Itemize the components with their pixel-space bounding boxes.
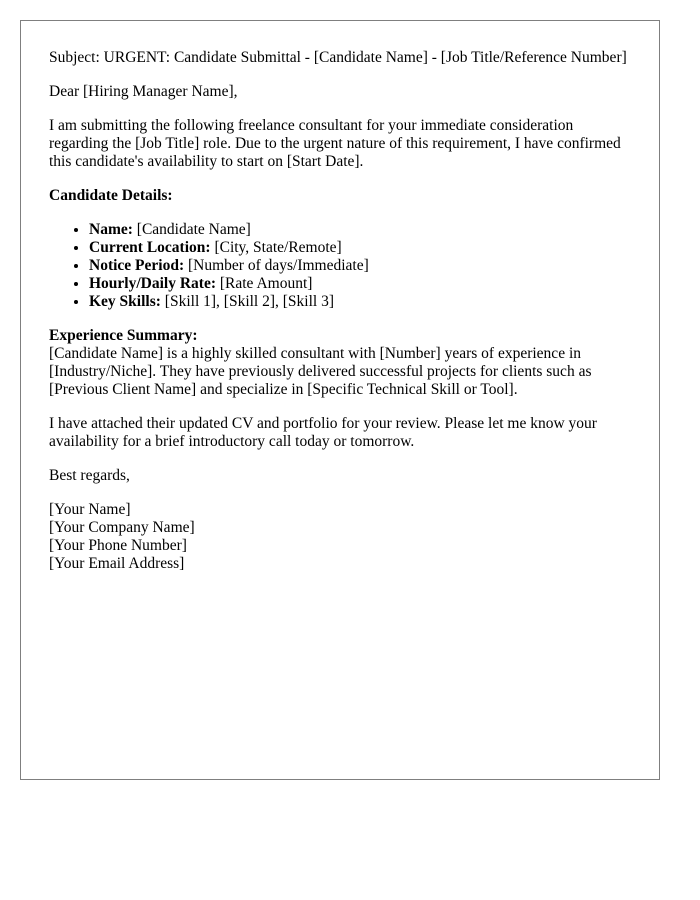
- candidate-details-list: [49, 221, 631, 311]
- detail-label: Key Skills:: [89, 293, 161, 310]
- signature-phone: [Your Phone Number]: [49, 537, 187, 554]
- closing-paragraph: I have attached their updated CV and portfolio for your review. Please let me know your availability for a brief introductory call today or tomorrow.: [49, 415, 597, 450]
- detail-value: [Candidate Name]: [132, 221, 251, 238]
- detail-item-notice-period: [89, 257, 631, 275]
- experience-summary-text: [Candidate Name] is a highly skilled consultant with [Number] years of experience in [Industry/Niche]. They have previously delivered successful projects for clients such as [Previous Client Name] and specialize in [Specific Technical Skill or Tool].: [49, 345, 592, 398]
- detail-value: [Skill 1], [Skill 2], [Skill 3]: [160, 293, 335, 310]
- email-subject: Subject: URGENT: Candidate Submittal - [Candidate Name] - [Job Title/Reference Number]: [49, 49, 627, 66]
- experience-summary-heading: Experience Summary:: [49, 327, 198, 344]
- detail-label: Name:: [89, 221, 133, 238]
- experience-summary: [49, 327, 631, 399]
- detail-item-skills: [89, 293, 631, 311]
- detail-value: [Number of days/Immediate]: [184, 257, 369, 274]
- sign-off: Best regards,: [49, 467, 130, 484]
- signature-email: [Your Email Address]: [49, 555, 185, 572]
- detail-label: Hourly/Daily Rate:: [89, 275, 216, 292]
- letter-document: [20, 20, 660, 780]
- intro-paragraph: I am submitting the following freelance consultant for your immediate consideration regarding the [Job Title] role. Due to the urgent nature of this requirement, I have confirmed this candidate's availability to start on [Start Date].: [49, 117, 621, 170]
- signature-company: [Your Company Name]: [49, 519, 195, 536]
- detail-item-location: [89, 239, 631, 257]
- detail-label: Notice Period:: [89, 257, 185, 274]
- detail-label: Current Location:: [89, 239, 211, 256]
- detail-value: [Rate Amount]: [216, 275, 313, 292]
- detail-item-rate: [89, 275, 631, 293]
- signature-name: [Your Name]: [49, 501, 131, 518]
- candidate-details-heading: Candidate Details:: [49, 187, 173, 204]
- detail-item-name: [89, 221, 631, 239]
- detail-value: [City, State/Remote]: [210, 239, 342, 256]
- greeting: Dear [Hiring Manager Name],: [49, 83, 238, 100]
- signature-block: [49, 501, 631, 573]
